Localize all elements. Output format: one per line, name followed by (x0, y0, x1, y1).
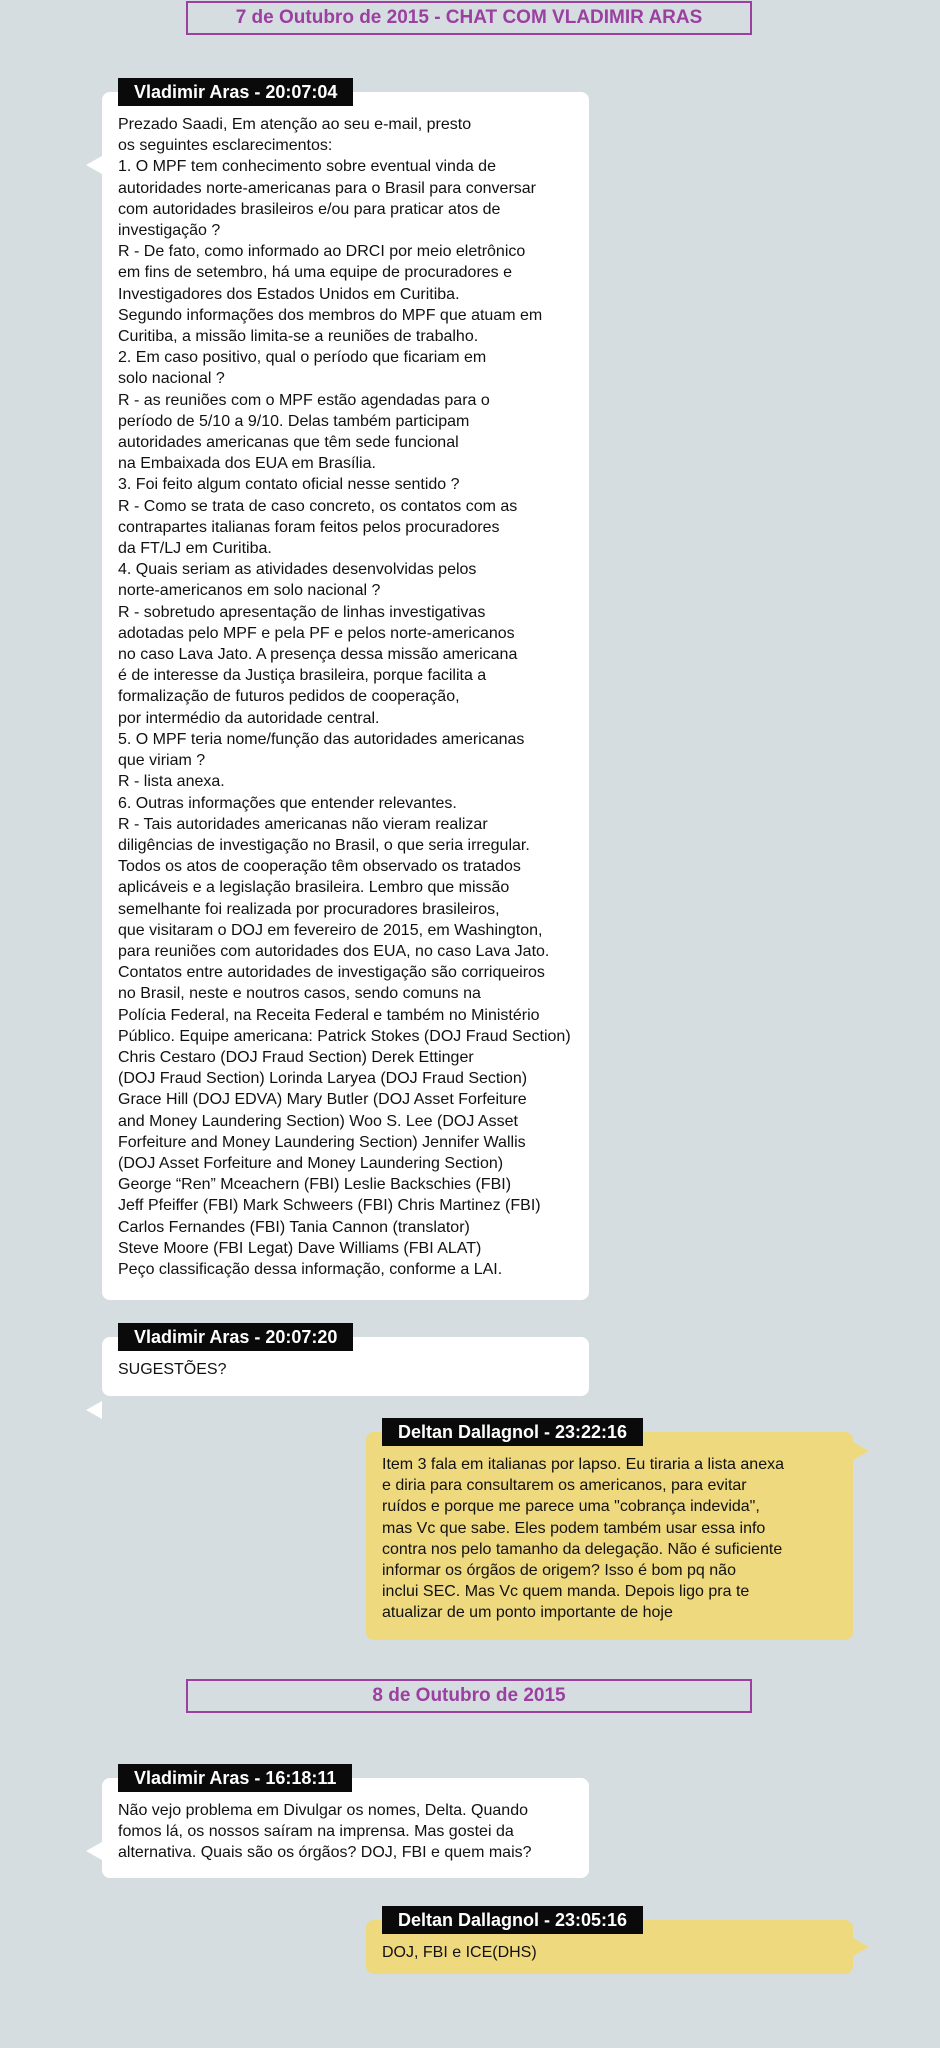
message-bubble-outgoing (366, 1422, 853, 1640)
message-bubble-incoming (102, 82, 589, 1300)
message-text: Prezado Saadi, Em atenção ao seu e-mail, presto os seguintes esclarecimentos: 1. O MPF tem conhecimento sobre eventual vinda de autoridades norte-americanas para o Brasil para conversar com autoridades brasileiros e/ou para praticar atos de investigação ? R - De fato, como informado ao DRCI por meio eletrônico em fins de setembro, há uma equipe de procuradores e Investigadores dos Estados Unidos em Curitiba. Segundo informações dos membros do MPF que atuam em Curitiba, a missão limita-se a reuniões de trabalho. 2. Em caso positivo, qual o período que ficariam em solo nacional ? R - as reuniões com o MPF estão agendadas para o período de 5/10 a 9/10. Delas também participam autoridades americanas que têm sede funcional na Embaixada dos EUA em Brasília. 3. Foi feito algum contato oficial nesse sentido ? R - Como se trata de caso concreto, os contatos com as contrapartes italianas foram feitos pelos procuradores da FT/LJ em Curitiba. 4. Quais seriam as atividades desenvolvidas pelos norte-americanos em solo nacional ? R - sobretudo apresentação de linhas investigativas adotadas pelo MPF e pela PF e pelos norte-americanos no caso Lava Jato. A presença dessa missão americana é de interesse da Justiça brasileira, porque facilita a formalização de futuros pedidos de cooperação, por intermédio da autoridade central. 5. O MPF teria nome/função das autoridades americanas que viriam ? R - lista anexa. 6. Outras informações que entender relevantes. R - Tais autoridades americanas não vieram realizar diligências de investigação no Brasil, o que seria irregular. Todos os atos de cooperação têm observado os tratados aplicáveis e a legislação brasileira. Lembro que missão semelhante foi realizada por procuradores brasileiros, que visitaram o DOJ em fevereiro de 2015, em Washington, para reuniões com autoridades dos EUA, no caso Lava Jato. Contatos entre autoridades de investigação são corriqueiros no Brasil, neste e noutros casos, sendo comuns na Polícia Federal, na Receita Federal e também no Ministério Público. Equipe americana: Patrick Stokes (DOJ Fraud Section) Chris Cestaro (DOJ Fraud Section) Derek Ettinger (DOJ Fraud Section) Lorinda Laryea (DOJ Fraud Section) Grace Hill (DOJ EDVA) Mary Butler (DOJ Asset Forfeiture and Money Laundering Section) Woo S. Lee (DOJ Asset Forfeiture and Money Laundering Section) Jennifer Wallis (DOJ Asset Forfeiture and Money Laundering Section) George “Ren” Mceachern (FBI) Leslie Backschies (FBI) Jeff Pfeiffer (FBI) Mark Schweers (FBI) Chris Martinez (FBI) Carlos Fernandes (FBI) Tania Cannon (translator) Steve Moore (FBI Legat) Dave Williams (FBI ALAT) Peço classificação dessa informação, conforme a LAI. (118, 116, 571, 1278)
date-label: 8 de Outubro de 2015 (372, 1685, 566, 1706)
sender-timestamp-tag: Deltan Dallagnol - 23:22:16 (382, 1418, 643, 1446)
sender-timestamp-tag: Vladimir Aras - 20:07:04 (118, 78, 353, 106)
message-bubble-outgoing (366, 1910, 853, 1974)
message-text: SUGESTÕES? (118, 1361, 227, 1378)
sender-timestamp-tag: Deltan Dallagnol - 23:05:16 (382, 1906, 643, 1934)
date-label: 7 de Outubro de 2015 - CHAT COM VLADIMIR ARAS (235, 7, 703, 28)
message-text: Não vejo problema em Divulgar os nomes, Delta. Quando fomos lá, os nossos saíram na imprensa. Mas gostei da alternativa. Quais são os órgãos? DOJ, FBI e quem mais? (118, 1802, 532, 1862)
sender-timestamp-tag: Vladimir Aras - 20:07:20 (118, 1323, 353, 1351)
message-text: Item 3 fala em italianas por lapso. Eu tiraria a lista anexa e diria para consultarem os americanos, para evitar ruídos e porque me parece uma "cobrança indevida", mas Vc que sabe. Eles podem também usar essa info contra nos pelo tamanho da delegação. Não é suficiente informar os órgãos de origem? Isso é bom pq não inclui SEC. Mas Vc quem manda. Depois ligo pra te atualizar de um ponto importante de hoje (382, 1456, 784, 1622)
message-bubble-incoming (102, 1768, 589, 1878)
message-bubble-incoming (102, 1327, 589, 1396)
date-banner (186, 1, 752, 35)
sender-timestamp-tag: Vladimir Aras - 16:18:11 (118, 1764, 352, 1792)
message-text: DOJ, FBI e ICE(DHS) (382, 1944, 537, 1961)
date-banner (186, 1679, 752, 1713)
